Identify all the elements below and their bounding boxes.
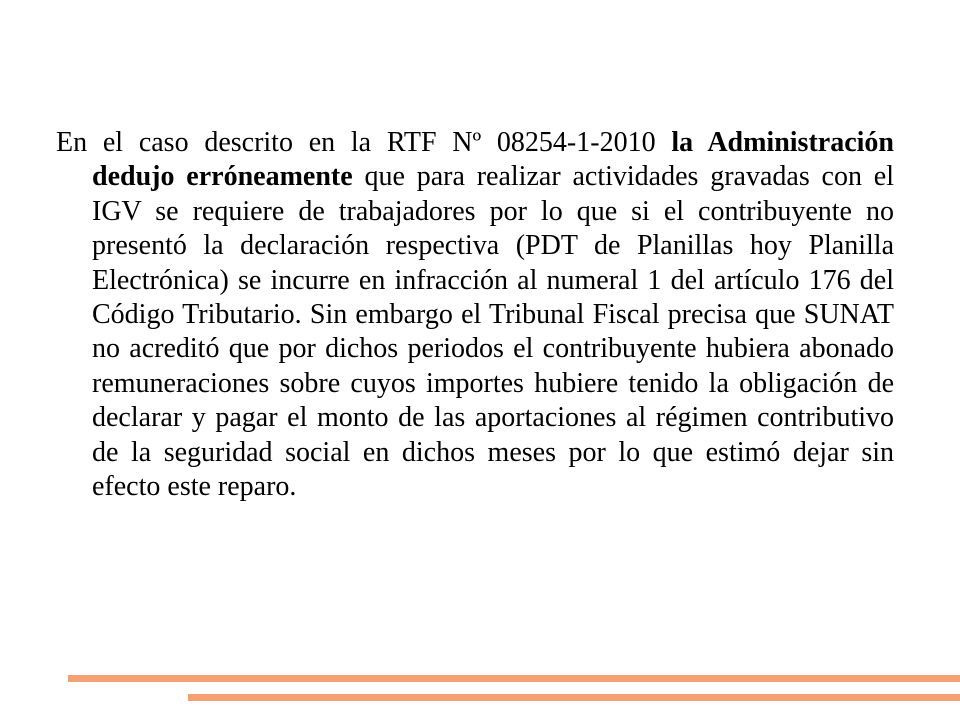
body-paragraph (56, 126, 894, 504)
decorative-rule-bottom (188, 694, 960, 701)
paragraph-emphasis: la Administración dedujo erróneamente (92, 127, 894, 193)
paragraph-rest: que para realizar actividades gravadas con el IGV se requiere de trabajadores por lo que si el contribuyente no presentó la declaración respectiva (PDT de Planillas hoy Planilla Electrónica) se incurre en infracción al numeral 1 del artículo 176 del Código Tributario. Sin embargo el Tribunal Fiscal precisa que SUNAT no acreditó que por dichos periodos el contribuyente hubiera abonado remuneraciones sobre cuyos importes hubiere tenido la obligación de declarar y pagar el monto de las aportaciones al régimen contributivo de la seguridad social en dichos meses por lo que estimó dejar sin efecto este reparo. (92, 161, 895, 503)
decorative-rule-top (68, 675, 960, 682)
paragraph-intro: En el caso descrito en la RTF Nº 08254-1-2010 (56, 127, 672, 158)
